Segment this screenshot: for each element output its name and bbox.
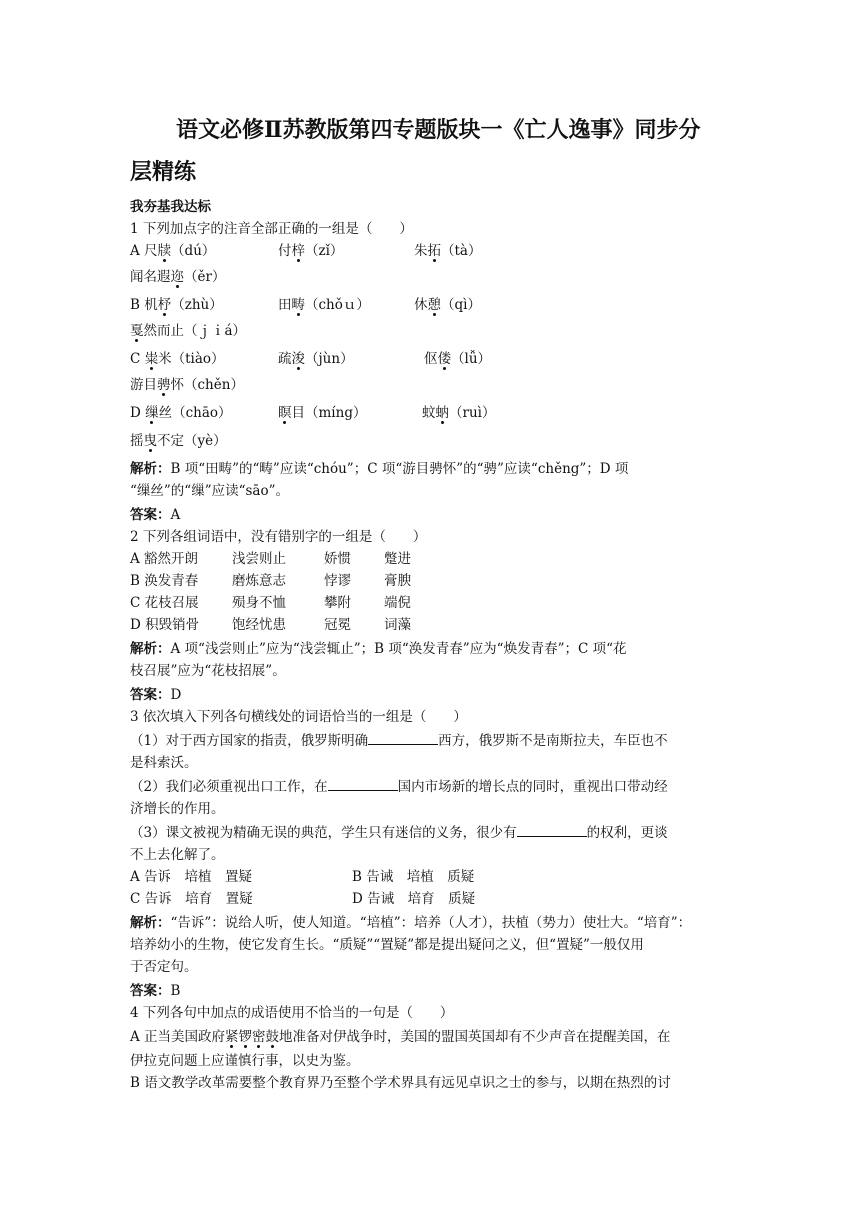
q2-row-c-w3: 攀附 xyxy=(324,595,351,611)
q1-option-a-2: 付梓（zǐ） xyxy=(278,243,344,259)
doc-title-line1: 语文必修Ⅱ苏教版第四专题版块一《亡人逸事》同步分 xyxy=(176,117,701,143)
blank-line xyxy=(517,822,587,837)
q3-sentence-3: （3）课文被视为精确无误的典范，学生只有迷信的义务，很少有 的权利，更谈 xyxy=(130,822,668,844)
q3-analysis-cont2: 于否定句。 xyxy=(130,959,198,975)
q3-sentence-1: （1）对于西方国家的指责，俄罗斯明确 西方，俄罗斯不是南斯拉夫，车臣也不 xyxy=(130,730,668,752)
q3-analysis-cont: 培养幼小的生物，使它发育生长。“质疑”“置疑”都是提出疑问之义，但“置疑”一般仅用 xyxy=(130,937,644,953)
section-heading: 我夯基我达标 xyxy=(130,199,211,215)
q2-analysis: 解析：A 项“浅尝则止”应为“浅尝辄止”；B 项“涣发青春”应为“焕发青春”；C 项“花 xyxy=(130,641,627,657)
q1-option-c-3: 伛偻（lǚ） xyxy=(424,351,492,367)
q2-row-d-w2: 饱经忧患 xyxy=(232,617,286,633)
q1-option-b-2: 田畴（chǒｕ） xyxy=(278,297,370,313)
q4-option-a-cont: 伊拉克问题上应谨慎行事，以史为鉴。 xyxy=(130,1053,360,1069)
q2-row-d-w3: 冠冕 xyxy=(324,617,351,633)
q1-option-a-4: 闻名遐迩（ěr） xyxy=(130,269,226,285)
q2-row-a: A 豁然开朗 xyxy=(130,551,199,567)
q2-row-c-w4: 端倪 xyxy=(384,595,411,611)
q2-answer: 答案：D xyxy=(130,687,182,703)
q1-answer: 答案：A xyxy=(130,507,181,523)
q3-option-a: A 告诉 培植 置疑 xyxy=(130,869,253,885)
q1-option-b-3: 休憩（qì） xyxy=(414,297,481,313)
q3-option-c: C 告诉 培育 置疑 xyxy=(130,891,253,907)
q3-analysis: 解析：“告诉”：说给人听，使人知道。“培植”：培养（人才），扶植（势力）使壮大。“培育”： xyxy=(130,915,692,931)
q2-row-a-w4: 蹩进 xyxy=(384,551,411,567)
q2-analysis-cont: 枝召展”应为“花枝招展”。 xyxy=(130,663,286,679)
q1-option-c-1: C 粜米（tiào） xyxy=(130,351,225,367)
q4-option-b: B 语文教学改革需要整个教育界乃至整个学术界具有远见卓识之士的参与，以期在热烈的讨 xyxy=(130,1075,671,1091)
q2-row-b: B 涣发青春 xyxy=(130,573,199,589)
q3-option-b: B 告诫 培植 质疑 xyxy=(352,869,475,885)
q2-row-d-w4: 词藻 xyxy=(384,617,411,633)
q2-row-b-w3: 悖谬 xyxy=(324,573,351,589)
q2-row-c-w2: 殒身不恤 xyxy=(232,595,286,611)
doc-title-line2: 层精练 xyxy=(130,159,197,185)
blank-line xyxy=(328,776,398,791)
q2-row-a-w3: 娇惯 xyxy=(324,551,351,567)
q1-option-d-4: 摇曳不定（yè） xyxy=(130,433,227,449)
q3-sentence-2: （2）我们必须重视出口工作，在 国内市场新的增长点的同时，重视出口带动经 xyxy=(130,776,668,798)
q1-option-c-2: 疏浚（jùn） xyxy=(278,351,354,367)
q3-answer: 答案：B xyxy=(130,983,181,999)
q3-stem: 3 依次填入下列各句横线处的词语恰当的一组是（ ） xyxy=(130,709,467,725)
q1-option-d-1: D 缫丝（chāo） xyxy=(130,405,232,421)
q2-row-c: C 花枝召展 xyxy=(130,595,199,611)
q3-option-d: D 告诫 培育 质疑 xyxy=(352,891,476,907)
q2-stem: 2 下列各组词语中，没有错别字的一组是（ ） xyxy=(130,529,427,545)
q2-row-d: D 积毁销骨 xyxy=(130,617,200,633)
q2-row-b-w2: 磨炼意志 xyxy=(232,573,286,589)
q2-row-a-w2: 浅尝则止 xyxy=(232,551,286,567)
q1-option-b-1: B 机杼（zhù） xyxy=(130,297,223,313)
q3-sentence-2-cont: 济增长的作用。 xyxy=(130,801,225,817)
q3-sentence-3-cont: 不上去化解了。 xyxy=(130,847,225,863)
q2-row-b-w4: 膏腴 xyxy=(384,573,411,589)
q1-option-d-3: 蚊蚋（ruì） xyxy=(422,405,496,421)
q1-analysis-cont: “缫丝”的“缫”应读“sāo”。 xyxy=(130,483,290,499)
q3-sentence-1-cont: 是科索沃。 xyxy=(130,755,198,771)
blank-line xyxy=(368,730,438,745)
q1-analysis: 解析：B 项“田畴”的“畴”应读“chóu”；C 项“游目骋怀”的“骋”应读“chěng”；D 项 xyxy=(130,461,629,477)
q1-option-c-4: 游目骋怀（chěn） xyxy=(130,377,244,393)
q1-option-a-3: 朱拓（tà） xyxy=(414,243,482,259)
q1-option-d-2: 瞑目（míng） xyxy=(278,405,367,421)
q1-option-b-4: 戛然而止（ｊｉá） xyxy=(130,323,247,339)
q4-stem: 4 下列各句中加点的成语使用不恰当的一句是（ ） xyxy=(130,1005,454,1021)
q1-option-a-1: A 尺牍（dú） xyxy=(130,243,216,259)
q1-stem: 1 下列加点字的注音全部正确的一组是（ ） xyxy=(130,221,413,237)
q4-option-a: A 正当美国政府紧锣密鼓地准备对伊战争时，美国的盟国英国却有不少声音在提醒美国，在 xyxy=(130,1029,671,1045)
